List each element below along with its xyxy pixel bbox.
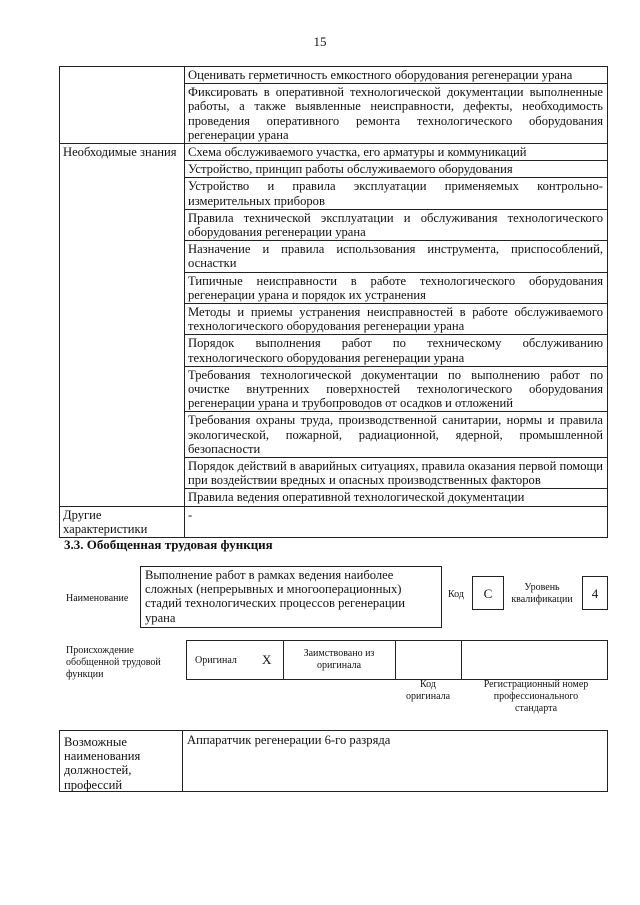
level-value-box xyxy=(582,576,608,610)
name-value-box xyxy=(140,566,442,628)
list-item: Устройство, принцип работы обслуживаемого оборудования xyxy=(185,161,608,178)
origin-label: Происхождение обобщенной трудовой функции xyxy=(66,645,161,680)
reg-number-label: Регистрационный номер профессионального стандарта xyxy=(483,679,589,714)
skills-knowledge-table xyxy=(59,66,608,538)
code-value-box xyxy=(472,576,504,610)
skills-label-cell xyxy=(60,67,185,144)
list-item: Порядок действий в аварийных ситуациях, правила оказания первой помощи при воздействии вредных и опасных производственных факторов xyxy=(185,458,608,489)
original-label: Оригинал xyxy=(195,655,237,666)
borrowed-label: Заимствовано из оригинала xyxy=(303,648,375,671)
level-value: 4 xyxy=(591,586,599,601)
other-label: Другие характеристики xyxy=(60,506,185,537)
list-item: Типичные неисправности в работе технологического оборудования регенерации урана и порядок их устранения xyxy=(185,272,608,303)
level-label: Уровень квалификации xyxy=(511,582,573,605)
table-row xyxy=(60,67,608,84)
list-item: Требования технологической документации по выполнению работ по очистке внутренних поверхностей технологического оборудования регенерации урана и трубопроводов от осадков и отложений xyxy=(185,366,608,412)
code-label: Код xyxy=(448,589,464,600)
name-label: Наименование xyxy=(66,593,129,604)
other-value: - xyxy=(185,506,608,537)
origin-row xyxy=(186,640,608,680)
positions-label: Возможные наименования должностей, профессий xyxy=(64,735,141,792)
code-value: C xyxy=(483,586,493,601)
section-title: 3.3. Обобщенная трудовая функция xyxy=(64,537,273,552)
original-mark: X xyxy=(262,652,272,667)
list-item: Фиксировать в оперативной технологической документации выполненные работы, а также выявленные неисправности, дефекты, необходимость проведения оперативного ремонта технологического оборудования регенерации урана xyxy=(185,84,608,144)
page-number: 15 xyxy=(313,34,327,49)
name-value: Выполнение работ в рамках ведения наиболее сложных (непрерывных и многооперационных) стадий технологических процессов регенерации урана xyxy=(145,568,406,625)
list-item: Методы и приемы устранения неисправностей в работе обслуживаемого технологического оборудования регенерации урана xyxy=(185,304,608,335)
list-item: Правила ведения оперативной технологической документации xyxy=(185,489,608,506)
positions-value: Аппаратчик регенерации 6-го разряда xyxy=(187,733,391,747)
list-item: Назначение и правила использования инструмента, приспособлений, оснастки xyxy=(185,241,608,272)
list-item: Оценивать герметичность емкостного оборудования регенерации урана xyxy=(185,67,608,84)
list-item: Схема обслуживаемого участка, его арматуры и коммуникаций xyxy=(185,144,608,161)
table-row xyxy=(60,144,608,161)
list-item: Требования охраны труда, производственной санитарии, нормы и правила экологической, пожарной, радиационной, ядерной, промышленной безопасности xyxy=(185,412,608,458)
code-original-label: Код оригинала xyxy=(405,679,451,702)
list-item: Устройство и правила эксплуатации применяемых контрольно-измерительных приборов xyxy=(185,178,608,209)
list-item: Порядок выполнения работ по техническому обслуживанию технологического оборудования регенерации урана xyxy=(185,335,608,366)
knowledge-label: Необходимые знания xyxy=(60,144,185,507)
table-row xyxy=(60,506,608,537)
list-item: Правила технической эксплуатации и обслуживания технологического оборудования регенерации урана xyxy=(185,209,608,240)
